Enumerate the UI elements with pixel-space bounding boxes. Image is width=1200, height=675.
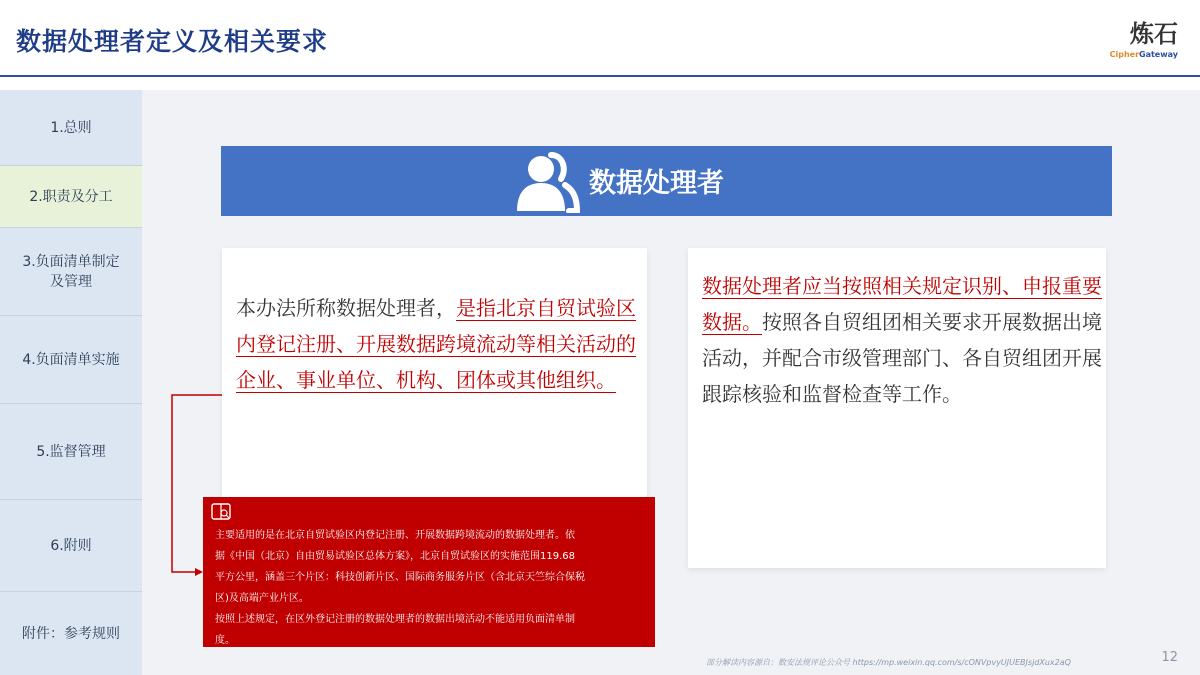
sidebar-item-general[interactable] bbox=[0, 90, 142, 166]
note-line: 平方公里，涵盖三个片区：科技创新片区、国际商务服务片区（含北京天竺综合保税 bbox=[215, 572, 585, 583]
title-divider bbox=[0, 75, 1200, 77]
note-line: 区)及高端产业片区。 bbox=[215, 593, 309, 604]
definition-highlight: 是指北京自贸试验区内登记注册、开展数据跨境流动等相关活动的企业、事业单位、机构、团体或其他组织。 bbox=[236, 296, 636, 392]
sidebar-item-negative-list-implementation[interactable] bbox=[0, 316, 142, 404]
logo-english bbox=[1068, 50, 1178, 60]
source-note: 部分解读内容源自：数安法规评论公众号 https://mp.weixin.qq.com/s/cONVpvyUJUEBJsjdXux2aQ bbox=[706, 658, 1071, 667]
definition-plain: 本办法所称数据处理者， bbox=[236, 296, 456, 320]
sidebar-item-responsibilities[interactable] bbox=[0, 166, 142, 228]
logo-english-prefix: Cipher bbox=[1109, 50, 1140, 59]
sidebar bbox=[0, 90, 142, 675]
sidebar-item-appendix[interactable] bbox=[0, 592, 142, 675]
sidebar-item-label: 4.负面清单实施 bbox=[22, 351, 120, 368]
page-number: 12 bbox=[1161, 650, 1178, 665]
note-line: 据《中国（北京）自由贸易试验区总体方案》，北京自贸试验区的实施范围119.68 bbox=[215, 551, 575, 562]
user-icon bbox=[511, 149, 581, 213]
sidebar-item-negative-list-management[interactable] bbox=[0, 228, 142, 316]
requirement-plain: 按照各自贸组团相关要求开展数据出境活动，并配合市级管理部门、各自贸组团开展跟踪核验和监督检查等工作。 bbox=[702, 310, 1102, 406]
note-box bbox=[203, 497, 655, 647]
sidebar-item-label: 1.总则 bbox=[50, 119, 92, 136]
logo-chinese: 炼石 bbox=[1130, 19, 1178, 48]
note-line: 按照上述规定，在区外登记注册的数据处理者的数据出境活动不能适用负面清单制 bbox=[215, 614, 575, 625]
sidebar-item-label: 6.附则 bbox=[50, 537, 92, 554]
company-logo bbox=[1068, 20, 1178, 68]
page-title: 数据处理者定义及相关要求 bbox=[16, 27, 329, 56]
sidebar-item-label: 2.职责及分工 bbox=[29, 188, 113, 205]
banner-title: 数据处理者 bbox=[589, 168, 724, 199]
note-line: 度。 bbox=[215, 635, 235, 646]
note-line: 主要适用的是在北京自贸试验区内登记注册、开展数据跨境流动的数据处理者。依 bbox=[215, 530, 575, 541]
sidebar-item-supplementary[interactable] bbox=[0, 500, 142, 592]
sidebar-item-label: 附件：参考规则 bbox=[22, 625, 120, 642]
sidebar-item-supervision[interactable] bbox=[0, 404, 142, 500]
requirement-highlight: 数据处理者应当按照相关规定识别、申报重要数据。 bbox=[702, 274, 1102, 334]
sidebar-item-label: 5.监督管理 bbox=[36, 443, 106, 460]
sidebar-item-label: 3.负面清单制定及管理 bbox=[22, 253, 120, 290]
definition-text bbox=[236, 290, 636, 398]
reading-icon bbox=[211, 503, 231, 521]
section-banner bbox=[221, 146, 1112, 216]
requirement-text bbox=[702, 268, 1102, 412]
logo-english-suffix: Gateway bbox=[1139, 50, 1178, 59]
